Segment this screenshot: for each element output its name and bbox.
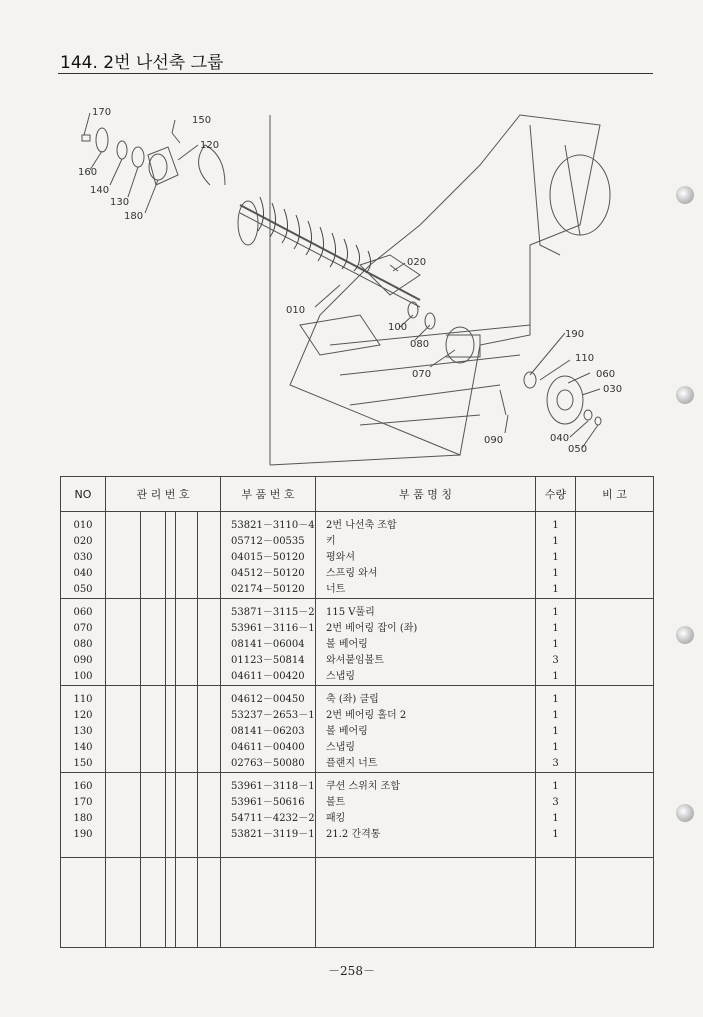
cell-text: 53961－50616 xyxy=(231,797,305,808)
table-header-row xyxy=(61,477,654,512)
cell-text: 53237－2653－1 xyxy=(231,710,315,721)
cell-text: 3 xyxy=(552,655,559,666)
header-qty: 수량 xyxy=(536,477,576,512)
cell-text: 040 xyxy=(73,568,93,579)
cell-text: 2번 베어링 홀더 2 xyxy=(326,710,407,721)
cell-text: 04015－50120 xyxy=(231,552,305,563)
cell-text: 190 xyxy=(73,829,93,840)
callout-070: 070 xyxy=(412,369,432,380)
cell-text: 1 xyxy=(552,639,559,650)
callout-110: 110 xyxy=(575,353,595,364)
callout-130: 130 xyxy=(110,197,130,208)
cell-text: 키 xyxy=(326,536,336,547)
table-row-empty xyxy=(61,858,654,948)
cell-text: 120 xyxy=(73,710,93,721)
cell-text: 080 xyxy=(73,639,93,650)
cell-text: 53871－3115－2 xyxy=(231,607,315,618)
binder-hole xyxy=(676,386,694,404)
no-cell xyxy=(61,773,106,858)
cell-text: 110 xyxy=(73,694,93,705)
exploded-parts-diagram xyxy=(60,85,660,475)
header-mgmt-no: 관 리 번 호 xyxy=(106,477,221,512)
cell-text: 1 xyxy=(552,607,559,618)
cell-text: 08141－06004 xyxy=(231,639,305,650)
cell-text: 04612－00450 xyxy=(231,694,305,705)
callout-020: 020 xyxy=(407,257,427,268)
cell-text: 060 xyxy=(73,607,93,618)
no-cell xyxy=(61,599,106,686)
cell-text: 53821－3110－4 xyxy=(231,520,315,531)
no-cell xyxy=(61,512,106,599)
cell-text: 1 xyxy=(552,623,559,634)
cell-text: 3 xyxy=(552,797,559,808)
code-cell xyxy=(221,599,316,686)
cell-text: 1 xyxy=(552,781,559,792)
cell-text: 1 xyxy=(552,710,559,721)
code-cell xyxy=(221,512,316,599)
cell-text: 54711－4232－2 xyxy=(231,813,315,824)
cell-text: 와셔붙임볼트 xyxy=(326,655,384,666)
cell-text: 스프링 와셔 xyxy=(326,568,378,579)
header-part-no: 부 품 번 호 xyxy=(221,477,316,512)
callout-010: 010 xyxy=(286,305,306,316)
cell-text: 53961－3116－1 xyxy=(231,623,315,634)
cell-text: 090 xyxy=(73,655,93,666)
code-cell xyxy=(221,686,316,773)
cell-text: 2번 베어링 잡이 (좌) xyxy=(326,623,418,634)
cell-text: 1 xyxy=(552,813,559,824)
callout-140: 140 xyxy=(90,185,110,196)
cell-text: 050 xyxy=(73,584,93,595)
cell-text: 스냅링 xyxy=(326,671,355,682)
callout-190: 190 xyxy=(565,329,585,340)
callout-180: 180 xyxy=(124,211,144,222)
cell-text: 140 xyxy=(73,742,93,753)
cell-text: 1 xyxy=(552,726,559,737)
page-number: －258－ xyxy=(328,964,375,978)
callout-040: 040 xyxy=(550,433,570,444)
cell-text: 축 (좌) 클립 xyxy=(326,694,379,705)
cell-text: 01123－50814 xyxy=(231,655,305,666)
callout-060: 060 xyxy=(596,369,616,380)
parts-table xyxy=(60,476,654,948)
cell-text: 1 xyxy=(552,552,559,563)
cell-text: 115 V풀리 xyxy=(326,607,375,618)
cell-text: 04611－00420 xyxy=(231,671,305,682)
cell-text: 쿠션 스위치 조합 xyxy=(326,781,400,792)
cell-text: 02763－50080 xyxy=(231,758,305,769)
cell-text: 04611－00400 xyxy=(231,742,305,753)
name-cell xyxy=(316,773,536,858)
callout-030: 030 xyxy=(603,384,623,395)
callout-080: 080 xyxy=(410,339,430,350)
header-remark: 비 고 xyxy=(576,477,654,512)
cell-text: 2번 나선축 조합 xyxy=(326,520,397,531)
cell-text: 1 xyxy=(552,742,559,753)
cell-text: 1 xyxy=(552,671,559,682)
cell-text: 너트 xyxy=(326,584,346,595)
cell-text: 04512－50120 xyxy=(231,568,305,579)
cell-text: 볼 베어링 xyxy=(326,639,368,650)
cell-text: 볼 베어링 xyxy=(326,726,368,737)
cell-text: 1 xyxy=(552,694,559,705)
cell-text: 180 xyxy=(73,813,93,824)
table-row-group xyxy=(61,512,654,599)
binder-hole xyxy=(676,626,694,644)
cell-text: 170 xyxy=(73,797,93,808)
table-row-group xyxy=(61,599,654,686)
callout-050: 050 xyxy=(568,444,588,455)
cell-text: 스냅링 xyxy=(326,742,355,753)
callout-160: 160 xyxy=(78,167,98,178)
table-row-group xyxy=(61,773,654,858)
name-cell xyxy=(316,686,536,773)
binder-hole xyxy=(676,804,694,822)
callout-100: 100 xyxy=(388,322,408,333)
cell-text: 08141－06203 xyxy=(231,726,305,737)
header-no: NO xyxy=(61,477,106,512)
cell-text: 3 xyxy=(552,758,559,769)
cell-text: 패킹 xyxy=(326,813,346,824)
cell-text: 볼트 xyxy=(326,797,346,808)
qty-cell xyxy=(536,512,576,599)
cell-text: 070 xyxy=(73,623,93,634)
cell-text: 플랜지 너트 xyxy=(326,758,378,769)
qty-cell xyxy=(536,686,576,773)
header-part-name: 부 품 명 칭 xyxy=(316,477,536,512)
binder-hole xyxy=(676,186,694,204)
cell-text: 05712－00535 xyxy=(231,536,305,547)
cell-text: 02174－50120 xyxy=(231,584,305,595)
cell-text: 53961－3118－1 xyxy=(231,781,315,792)
name-cell xyxy=(316,599,536,686)
cell-text: 평와셔 xyxy=(326,552,355,563)
table-row-group xyxy=(61,686,654,773)
cell-text: 030 xyxy=(73,552,93,563)
no-cell xyxy=(61,686,106,773)
cell-text: 1 xyxy=(552,829,559,840)
callout-090: 090 xyxy=(484,435,504,446)
cell-text: 21.2 간격통 xyxy=(326,829,381,840)
cell-text: 130 xyxy=(73,726,93,737)
diagram-svg xyxy=(60,85,660,475)
cell-text: 150 xyxy=(73,758,93,769)
qty-cell xyxy=(536,599,576,686)
cell-text: 100 xyxy=(73,671,93,682)
cell-text: 53821－3119－1 xyxy=(231,829,315,840)
callout-150: 150 xyxy=(192,115,212,126)
cell-text: 1 xyxy=(552,536,559,547)
callout-170: 170 xyxy=(92,107,112,118)
cell-text: 020 xyxy=(73,536,93,547)
page-title: 144. 2번 나선축 그룹 xyxy=(60,53,224,73)
callout-120: 120 xyxy=(200,140,220,151)
cell-text: 010 xyxy=(73,520,93,531)
cell-text: 160 xyxy=(73,781,93,792)
cell-text: 1 xyxy=(552,568,559,579)
cell-text: 1 xyxy=(552,520,559,531)
name-cell xyxy=(316,512,536,599)
cell-text: 1 xyxy=(552,584,559,595)
qty-cell xyxy=(536,773,576,858)
title-underline xyxy=(58,73,653,74)
code-cell xyxy=(221,773,316,858)
